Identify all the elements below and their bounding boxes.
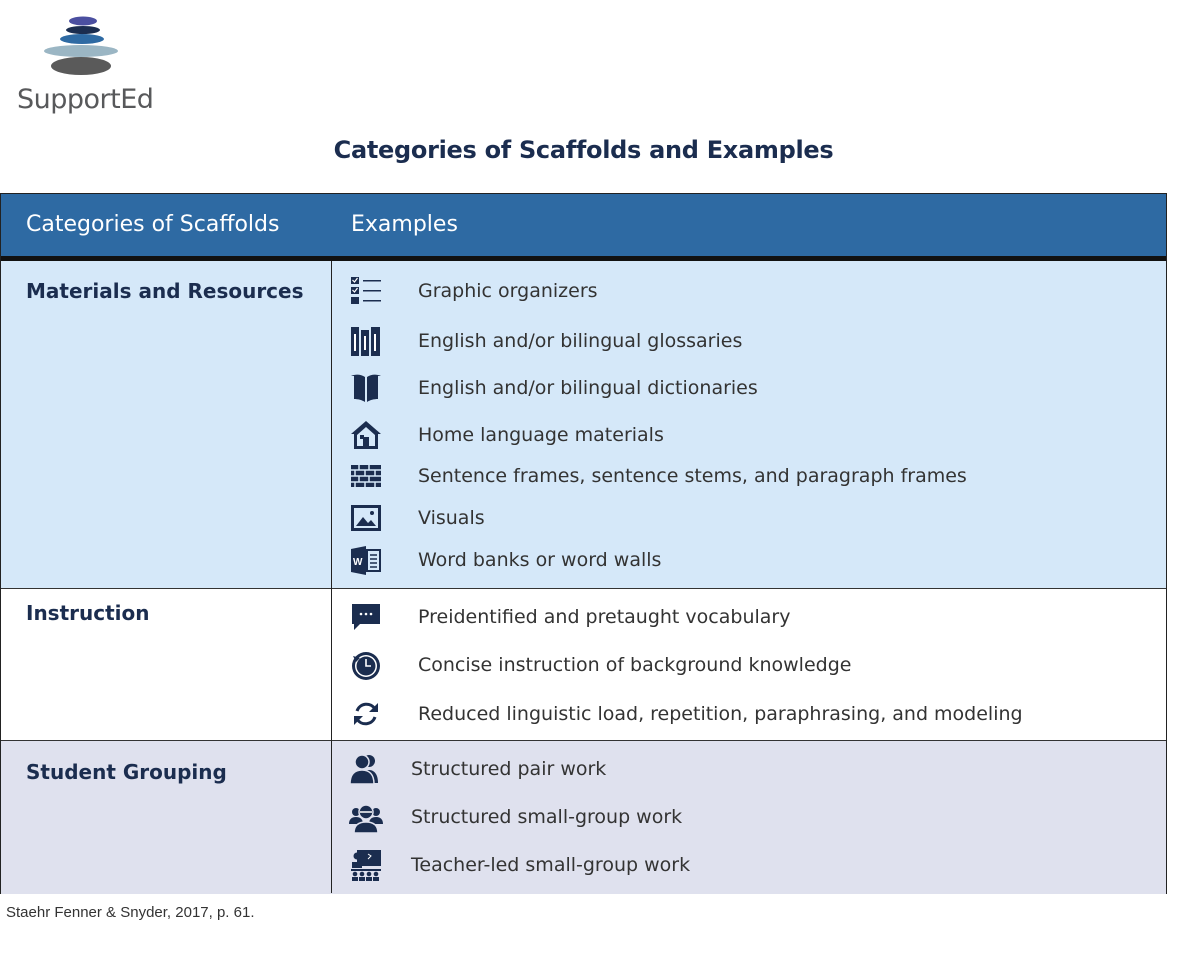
example-text: English and/or bilingual dictionaries: [418, 377, 758, 399]
example-text: Graphic organizers: [418, 280, 598, 302]
example-item: [349, 371, 758, 405]
example-item: [349, 648, 852, 682]
example-text: Word banks or word walls: [418, 549, 662, 571]
checklist-icon: [349, 274, 383, 308]
example-text: Reduced linguistic load, repetition, paraphrasing, and modeling: [418, 703, 1023, 725]
scaffolds-table: [0, 193, 1167, 894]
image-icon: [349, 501, 383, 535]
books-icon: [349, 324, 383, 358]
open-book-icon: [349, 371, 383, 405]
example-text: Visuals: [418, 507, 485, 529]
example-text: Sentence frames, sentence stems, and paragraph frames: [418, 465, 967, 487]
svg-text:W: W: [353, 557, 363, 568]
table-row: [1, 588, 1166, 740]
example-text: Teacher-led small-group work: [411, 854, 691, 876]
example-item: [349, 324, 743, 358]
teacher-icon: [349, 848, 383, 882]
speech-bubble-icon: [349, 600, 383, 634]
category-label: Student Grouping: [26, 760, 227, 784]
example-item: [349, 418, 664, 452]
page-title: Categories of Scaffolds and Examples: [333, 136, 834, 164]
group-icon: [349, 800, 383, 834]
example-item: [349, 800, 683, 834]
logo-text: SupportEd: [17, 84, 154, 115]
refresh-icon: [349, 697, 383, 731]
citation: Staehr Fenner & Snyder, 2017, p. 61.: [6, 904, 255, 921]
column-divider: [331, 261, 332, 893]
example-item: [349, 543, 662, 577]
clock-history-icon: [349, 648, 383, 682]
table-row: [1, 261, 1166, 588]
example-text: Structured small-group work: [411, 806, 683, 828]
example-item: [349, 274, 598, 308]
home-icon: [349, 418, 383, 452]
brick-wall-icon: [349, 459, 383, 493]
example-item: [349, 848, 691, 882]
table-row: [1, 740, 1166, 894]
example-item: [349, 501, 485, 535]
example-text: Concise instruction of background knowledge: [418, 654, 852, 676]
word-doc-icon: [349, 543, 383, 577]
example-item: [349, 752, 607, 786]
pair-users-icon: [349, 752, 383, 786]
example-text: Home language materials: [418, 424, 664, 446]
category-label: Instruction: [26, 601, 150, 625]
example-item: [349, 697, 1023, 731]
example-text: Preidentified and pretaught vocabulary: [418, 606, 791, 628]
table-header: [1, 194, 1166, 261]
example-text: Structured pair work: [411, 758, 607, 780]
example-item: [349, 459, 967, 493]
header-categories: Categories of Scaffolds: [26, 212, 280, 237]
header-examples: Examples: [351, 212, 458, 237]
category-label: Materials and Resources: [26, 279, 304, 303]
example-text: English and/or bilingual glossaries: [418, 330, 743, 352]
example-item: [349, 600, 791, 634]
